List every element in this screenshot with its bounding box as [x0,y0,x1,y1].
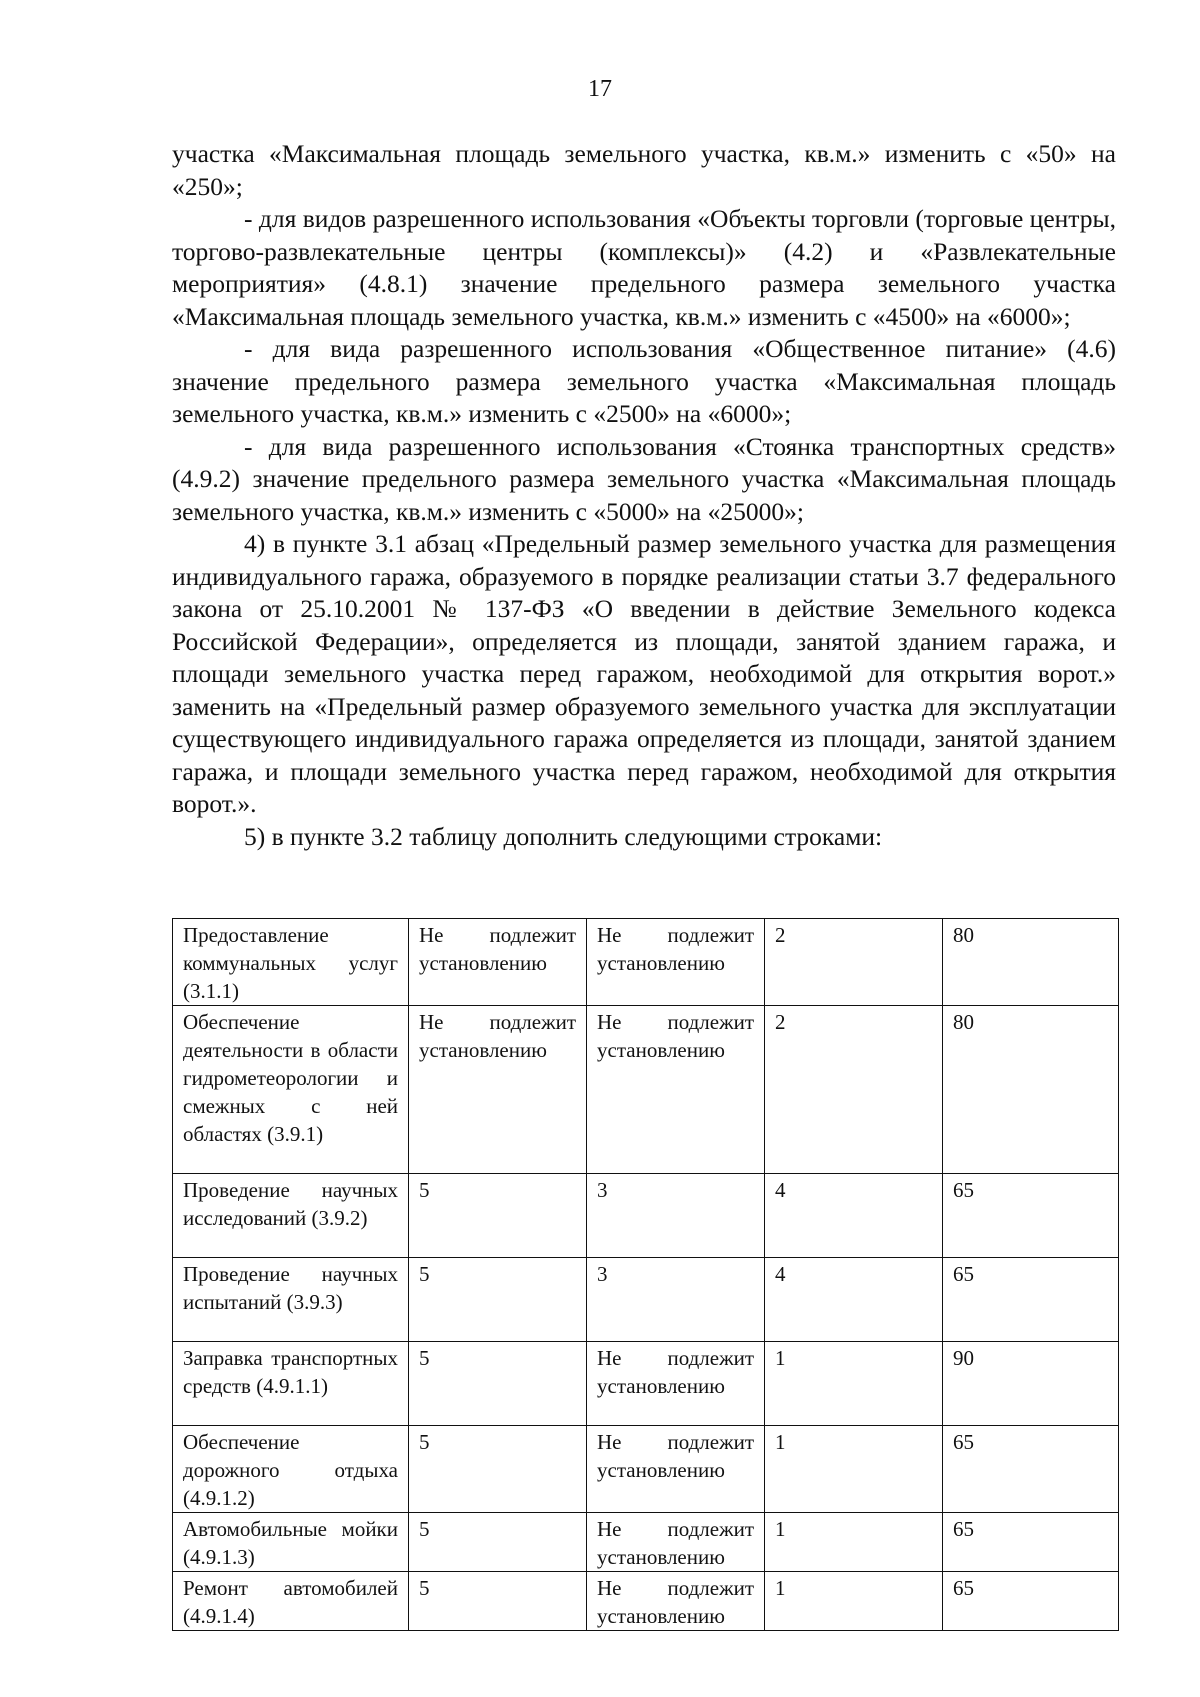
table-cell-use-type: Заправка транспортных средств (4.9.1.1) [173,1342,409,1426]
table-cell-col5: 65 [943,1572,1119,1631]
table-cell-use-type: Ремонт автомобилей (4.9.1.4) [173,1572,409,1631]
table-cell-use-type: Предоставление коммунальных услуг (3.1.1) [173,919,409,1006]
table-row [173,1426,1119,1513]
table-row [173,919,1119,1006]
table-cell-col4: 1 [765,1426,943,1513]
table-cell-col5: 90 [943,1342,1119,1426]
table-cell-use-type: Обеспечение дорожного отдыха (4.9.1.2) [173,1426,409,1513]
table-cell-col3: Не подлежит установлению [587,919,765,1006]
table-cell-col3: 3 [587,1174,765,1258]
paragraph-item-4: 4) в пункте 3.1 абзац «Предельный размер земельного участка для размещения индивидуального гаража, образуемого в порядке реализации статьи 3.7 федерального закона от 25.10.2001 № 137-ФЗ «О введении в действие Земельного кодекса Российской Федерации», определяется из площади, занятой зданием гаража, и площади земельного участка перед гаражом, необходимой для открытия ворот.» заменить на «Предельный размер образуемого земельного участка для эксплуатации существующего индивидуального гаража определяется из площади, занятой зданием гаража, и площади земельного участка перед гаражом, необходимой для открытия ворот.». [172,529,1116,818]
table-cell-col4: 1 [765,1342,943,1426]
paragraph-item-5: 5) в пункте 3.2 таблицу дополнить следующими строками: [244,821,883,851]
table-cell-use-type: Обеспечение деятельности в области гидрометеорологии и смежных с ней областях (3.9.1) [173,1006,409,1174]
table-cell-col3: Не подлежит установлению [587,1006,765,1174]
table-cell-col2: Не подлежит установлению [409,919,587,1006]
table-cell-col2: 5 [409,1342,587,1426]
table-cell-col4: 4 [765,1258,943,1342]
document-body [172,138,1116,853]
land-use-table [172,918,1119,1631]
table-cell-col3: Не подлежит установлению [587,1426,765,1513]
page-number: 17 [588,76,612,102]
table-cell-col4: 1 [765,1513,943,1572]
table-cell-col5: 65 [943,1174,1119,1258]
table-cell-col5: 65 [943,1426,1119,1513]
table-row [173,1572,1119,1631]
table-cell-col2: Не подлежит установлению [409,1006,587,1174]
table-cell-col3: Не подлежит установлению [587,1513,765,1572]
table-cell-col2: 5 [409,1513,587,1572]
table-cell-col2: 5 [409,1174,587,1258]
table-cell-col2: 5 [409,1426,587,1513]
table-cell-col4: 2 [765,919,943,1006]
table-row [173,1342,1119,1426]
table-cell-use-type: Проведение научных исследований (3.9.2) [173,1174,409,1258]
table-row [173,1513,1119,1572]
table-row [173,1258,1119,1342]
table-cell-use-type: Проведение научных испытаний (3.9.3) [173,1258,409,1342]
paragraph-vehicle-parking: - для вида разрешенного использования «Стоянка транспортных средств» (4.9.2) значение предельного размера земельного участка «Максимальная площадь земельного участка, кв.м.» изменить с «5000» на «25000»; [172,431,1116,526]
table-cell-col2: 5 [409,1258,587,1342]
table-row [173,1174,1119,1258]
paragraph-continuation: участка «Максимальная площадь земельного участка, кв.м.» изменить с «50» на «250»; [172,139,1116,201]
table-cell-col4: 1 [765,1572,943,1631]
table-cell-col5: 65 [943,1258,1119,1342]
table-cell-col2: 5 [409,1572,587,1631]
table-cell-col3: Не подлежит установлению [587,1572,765,1631]
table-cell-col5: 80 [943,1006,1119,1174]
table-cell-col5: 80 [943,919,1119,1006]
table-cell-col4: 4 [765,1174,943,1258]
table-row [173,1006,1119,1174]
table-cell-col4: 2 [765,1006,943,1174]
table-cell-col5: 65 [943,1513,1119,1572]
paragraph-trade-objects: - для видов разрешенного использования «Объекты торговли (торговые центры, торгово-развлекательные центры (комплексы)» (4.2) и «Развлекательные мероприятия» (4.8.1) значение предельного размера земельного участка «Максимальная площадь земельного участка, кв.м.» изменить с «4500» на «6000»; [172,204,1116,331]
table-cell-use-type: Автомобильные мойки (4.9.1.3) [173,1513,409,1572]
paragraph-public-catering: - для вида разрешенного использования «Общественное питание» (4.6) значение предельного размера земельного участка «Максимальная площадь земельного участка, кв.м.» изменить с «2500» на «6000»; [172,334,1116,428]
table-cell-col3: Не подлежит установлению [587,1342,765,1426]
table-cell-col3: 3 [587,1258,765,1342]
